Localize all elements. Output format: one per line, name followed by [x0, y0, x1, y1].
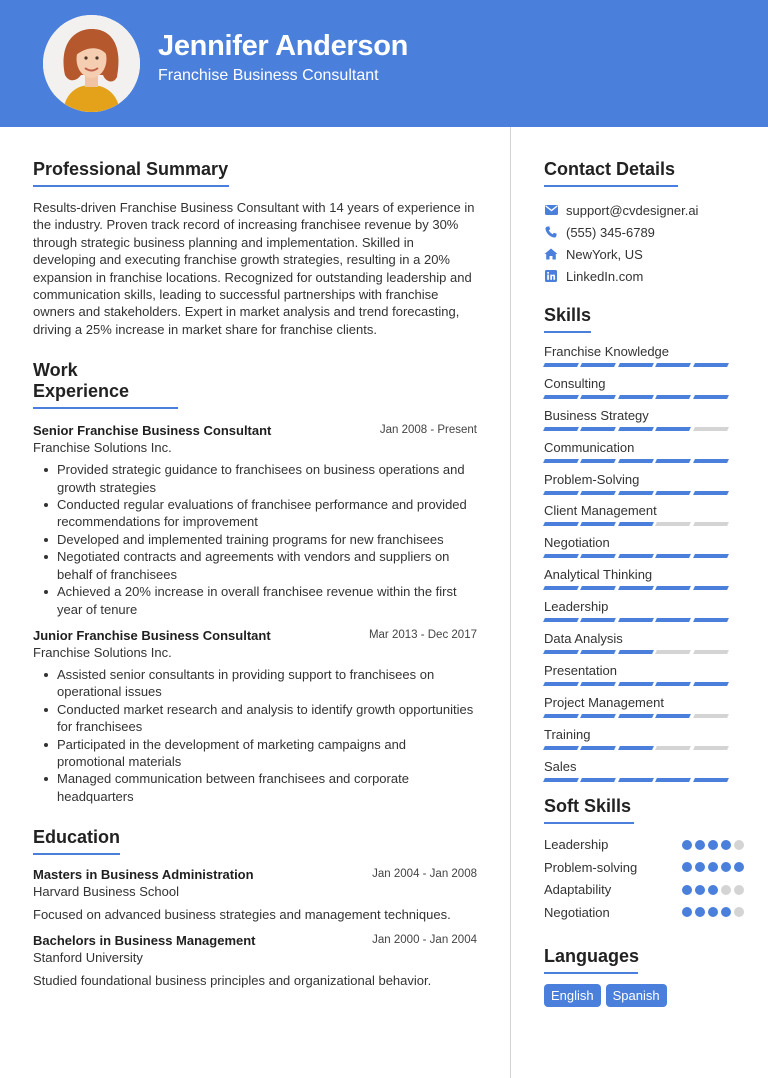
- envelope-icon: [544, 203, 558, 217]
- skill-level-bar: [544, 395, 744, 399]
- soft-skill-name: Problem-solving: [544, 859, 638, 875]
- contact-location-text: NewYork, US: [566, 246, 643, 262]
- skill-level-segment: [618, 778, 654, 782]
- soft-skill-rating: [682, 862, 744, 872]
- skill-level-bar: [544, 714, 744, 718]
- skill-level-segment: [618, 650, 654, 654]
- skill-level-segment: [580, 363, 616, 367]
- skill-level-segment: [655, 395, 691, 399]
- languages-heading: Languages: [544, 946, 638, 974]
- skill-name: Client Management: [544, 503, 657, 519]
- skill-level-bar: [544, 363, 744, 367]
- rating-dot: [721, 840, 731, 850]
- rating-dot: [682, 862, 692, 872]
- job-company: Franchise Solutions Inc.: [33, 644, 172, 660]
- skill-level-segment: [543, 459, 579, 463]
- education-heading: Education: [33, 827, 120, 855]
- skill-name: Leadership: [544, 599, 609, 615]
- skill-level-segment: [655, 554, 691, 558]
- bullet-item: Provided strategic guidance to franchisees on business operations and growth strategies: [33, 461, 477, 496]
- skill-item: [544, 408, 744, 431]
- skill-level-segment: [655, 714, 691, 718]
- skill-name: Communication: [544, 439, 635, 455]
- job-entry: [33, 628, 477, 805]
- soft-skill-name: Leadership: [544, 837, 609, 853]
- skill-level-segment: [618, 427, 654, 431]
- skill-name: Project Management: [544, 694, 664, 710]
- skill-level-bar: [544, 682, 744, 686]
- education-date: Jan 2000 - Jan 2004: [372, 934, 477, 947]
- skill-level-segment: [618, 395, 654, 399]
- contact-phone-text: (555) 345-6789: [566, 224, 655, 240]
- skill-level-segment: [543, 618, 579, 622]
- skill-item: [544, 440, 744, 463]
- skill-item: [544, 344, 744, 367]
- skill-level-segment: [693, 682, 729, 686]
- rating-dot: [708, 907, 718, 917]
- skill-level-segment: [618, 554, 654, 558]
- summary-section: [33, 159, 477, 338]
- summary-heading: Professional Summary: [33, 159, 229, 187]
- rating-dot: [734, 885, 744, 895]
- job-entry: [33, 423, 477, 618]
- job-company: Franchise Solutions Inc.: [33, 440, 172, 456]
- education-date: Jan 2004 - Jan 2008: [372, 868, 477, 881]
- soft-skills-heading: Soft Skills: [544, 796, 634, 824]
- skill-level-segment: [543, 363, 579, 367]
- degree-title: Masters in Business Administration: [33, 867, 254, 883]
- skill-level-segment: [543, 491, 579, 495]
- job-bullets: [33, 666, 477, 805]
- skill-level-segment: [580, 682, 616, 686]
- skill-level-segment: [618, 682, 654, 686]
- bullet-item: Developed and implemented training programs for new franchisees: [33, 531, 477, 548]
- soft-skill-name: Negotiation: [544, 904, 610, 920]
- work-heading: Work Experience: [33, 360, 178, 409]
- skill-level-segment: [693, 554, 729, 558]
- skill-level-segment: [580, 459, 616, 463]
- skill-name: Data Analysis: [544, 631, 623, 647]
- soft-skill-item: [544, 901, 744, 924]
- skills-section: [544, 305, 744, 782]
- skill-level-segment: [543, 554, 579, 558]
- education-entry: [33, 933, 477, 988]
- job-bullets: [33, 461, 477, 618]
- education-section: [33, 827, 477, 988]
- sidebar-column: [544, 127, 744, 1007]
- linkedin-icon: [544, 269, 558, 283]
- skill-level-segment: [655, 586, 691, 590]
- rating-dot: [695, 907, 705, 917]
- skill-level-segment: [618, 586, 654, 590]
- skill-level-segment: [655, 618, 691, 622]
- skill-item: [544, 695, 744, 718]
- job-title: Senior Franchise Business Consultant: [33, 423, 272, 439]
- rating-dot: [695, 862, 705, 872]
- skill-level-segment: [693, 650, 729, 654]
- rating-dot: [721, 862, 731, 872]
- skill-level-segment: [580, 618, 616, 622]
- skill-level-segment: [618, 618, 654, 622]
- rating-dot: [734, 862, 744, 872]
- header-banner: [0, 0, 768, 127]
- phone-icon: [544, 225, 558, 239]
- skill-level-segment: [693, 746, 729, 750]
- education-entry: [33, 867, 477, 922]
- bullet-item: Participated in the development of marketing campaigns and promotional materials: [33, 736, 477, 771]
- skill-level-segment: [543, 522, 579, 526]
- skill-item: [544, 759, 744, 782]
- bullet-item: Achieved a 20% increase in overall franchisee revenue within the first year of tenure: [33, 583, 477, 618]
- soft-skill-item: [544, 856, 744, 879]
- work-section: [33, 360, 477, 805]
- school-name: Stanford University: [33, 950, 143, 966]
- skill-item: [544, 599, 744, 622]
- summary-text: Results-driven Franchise Business Consultant with 14 years of experience in the industry. Proven track record of increasing franchisee revenue by 30% through strategic business planning and implementation. Skilled in developing and executing franchise growth strategies, resulting in a 20% expansion in franchise locations. Recognized for outstanding leadership and communication skills, leading to successful partnerships with franchise owners and stakeholders. Expert in market analysis and trend forecasting, driving a 25% increase in market share for franchise clients.: [33, 200, 475, 337]
- skill-level-bar: [544, 491, 744, 495]
- degree-title: Bachelors in Business Management: [33, 933, 256, 949]
- skill-level-segment: [543, 714, 579, 718]
- skill-level-segment: [693, 395, 729, 399]
- skill-name: Sales: [544, 758, 577, 774]
- skill-level-segment: [618, 522, 654, 526]
- bullet-item: Conducted market research and analysis to identify growth opportunities for franchisees: [33, 701, 477, 736]
- skill-name: Problem-Solving: [544, 471, 640, 487]
- rating-dot: [708, 862, 718, 872]
- job-title: Junior Franchise Business Consultant: [33, 627, 271, 643]
- skill-item: [544, 376, 744, 399]
- skill-level-segment: [618, 363, 654, 367]
- skill-level-segment: [580, 586, 616, 590]
- skill-level-segment: [543, 395, 579, 399]
- skill-level-segment: [543, 650, 579, 654]
- bullet-item: Managed communication between franchisees and corporate headquarters: [33, 770, 477, 805]
- contact-phone[interactable]: [544, 221, 744, 243]
- skill-level-segment: [693, 522, 729, 526]
- skill-level-segment: [580, 778, 616, 782]
- contact-section: [544, 159, 744, 287]
- skill-level-segment: [655, 363, 691, 367]
- soft-skill-rating: [682, 840, 744, 850]
- rating-dot: [734, 840, 744, 850]
- profile-photo-icon: [43, 15, 140, 112]
- job-date: Jan 2008 - Present: [379, 424, 477, 437]
- skill-name: Analytical Thinking: [544, 567, 653, 583]
- soft-skills-section: [544, 796, 744, 924]
- skill-level-segment: [655, 522, 691, 526]
- skill-name: Franchise Knowledge: [544, 344, 670, 359]
- skill-level-segment: [693, 459, 729, 463]
- language-badge: English: [544, 984, 601, 1007]
- skill-level-segment: [580, 395, 616, 399]
- rating-dot: [695, 840, 705, 850]
- bullet-item: Negotiated contracts and agreements with vendors and suppliers on behalf of franchisees: [33, 548, 477, 583]
- skill-name: Training: [544, 726, 591, 742]
- skills-heading: Skills: [544, 305, 591, 333]
- bullet-item: Assisted senior consultants in providing support to franchisees on operational issues: [33, 666, 477, 701]
- skill-level-segment: [693, 714, 729, 718]
- bullet-item: Conducted regular evaluations of franchisee performance and provided recommendations for improvement: [33, 496, 477, 531]
- rating-dot: [708, 840, 718, 850]
- soft-skill-item: [544, 879, 744, 902]
- main-column: [33, 127, 477, 988]
- candidate-role: Franchise Business Consultant: [158, 67, 379, 84]
- skill-level-segment: [655, 491, 691, 495]
- skill-level-segment: [655, 778, 691, 782]
- skill-item: [544, 567, 744, 590]
- skill-level-segment: [693, 586, 729, 590]
- soft-skill-rating: [682, 885, 744, 895]
- skill-level-segment: [543, 682, 579, 686]
- skill-level-segment: [693, 363, 729, 367]
- skill-level-bar: [544, 522, 744, 526]
- skill-level-segment: [693, 427, 729, 431]
- skill-level-segment: [580, 554, 616, 558]
- school-name: Harvard Business School: [33, 884, 179, 900]
- soft-skill-name: Adaptability: [544, 882, 612, 898]
- rating-dot: [708, 885, 718, 895]
- rating-dot: [721, 885, 731, 895]
- contact-location: [544, 243, 744, 265]
- skill-level-segment: [580, 491, 616, 495]
- column-divider: [510, 127, 511, 1078]
- rating-dot: [682, 885, 692, 895]
- language-badges: [544, 984, 744, 1007]
- job-date: Mar 2013 - Dec 2017: [368, 628, 477, 641]
- skill-level-segment: [543, 586, 579, 590]
- skill-level-segment: [655, 682, 691, 686]
- contact-heading: Contact Details: [544, 159, 678, 187]
- skill-level-segment: [618, 714, 654, 718]
- skill-level-bar: [544, 427, 744, 431]
- skill-level-segment: [618, 746, 654, 750]
- rating-dot: [682, 840, 692, 850]
- skill-level-bar: [544, 746, 744, 750]
- skill-item: [544, 535, 744, 558]
- languages-section: [544, 946, 744, 1007]
- skill-item: [544, 472, 744, 495]
- skill-level-segment: [618, 459, 654, 463]
- skill-level-segment: [580, 714, 616, 718]
- contact-email-text: support@cvdesigner.ai: [566, 202, 699, 218]
- education-description: Studied foundational business principles and organizational behavior.: [33, 973, 432, 989]
- rating-dot: [695, 885, 705, 895]
- skill-level-segment: [655, 459, 691, 463]
- skill-level-bar: [544, 650, 744, 654]
- soft-skill-item: [544, 834, 744, 857]
- education-description: Focused on advanced business strategies and management techniques.: [33, 907, 451, 923]
- skill-level-segment: [543, 746, 579, 750]
- contact-linkedin[interactable]: [544, 265, 744, 287]
- skill-name: Consulting: [544, 375, 606, 391]
- skill-level-bar: [544, 778, 744, 782]
- skill-item: [544, 631, 744, 654]
- skill-item: [544, 727, 744, 750]
- contact-linkedin-text: LinkedIn.com: [566, 268, 644, 284]
- skill-level-bar: [544, 586, 744, 590]
- skill-name: Negotiation: [544, 535, 610, 551]
- skill-level-bar: [544, 554, 744, 558]
- soft-skill-rating: [682, 907, 744, 917]
- skill-level-segment: [655, 427, 691, 431]
- language-badge: Spanish: [606, 984, 667, 1007]
- skill-level-segment: [693, 778, 729, 782]
- skill-level-segment: [543, 427, 579, 431]
- skill-level-bar: [544, 459, 744, 463]
- skill-level-segment: [580, 650, 616, 654]
- skill-item: [544, 663, 744, 686]
- candidate-name: Jennifer Anderson: [158, 30, 409, 62]
- home-icon: [544, 247, 558, 261]
- avatar: [43, 15, 140, 112]
- skill-level-segment: [655, 746, 691, 750]
- skill-name: Presentation: [544, 662, 617, 678]
- soft-skills-list: [544, 834, 744, 924]
- skill-name: Business Strategy: [544, 407, 649, 423]
- rating-dot: [721, 907, 731, 917]
- skill-level-segment: [618, 491, 654, 495]
- skill-level-segment: [580, 522, 616, 526]
- skill-level-segment: [580, 746, 616, 750]
- contact-email[interactable]: [544, 199, 744, 221]
- skill-level-bar: [544, 618, 744, 622]
- skills-list: [544, 344, 744, 782]
- skill-level-segment: [693, 618, 729, 622]
- rating-dot: [734, 907, 744, 917]
- skill-level-segment: [543, 778, 579, 782]
- skill-level-segment: [693, 491, 729, 495]
- rating-dot: [682, 907, 692, 917]
- skill-item: [544, 503, 744, 526]
- skill-level-segment: [580, 427, 616, 431]
- skill-level-segment: [655, 650, 691, 654]
